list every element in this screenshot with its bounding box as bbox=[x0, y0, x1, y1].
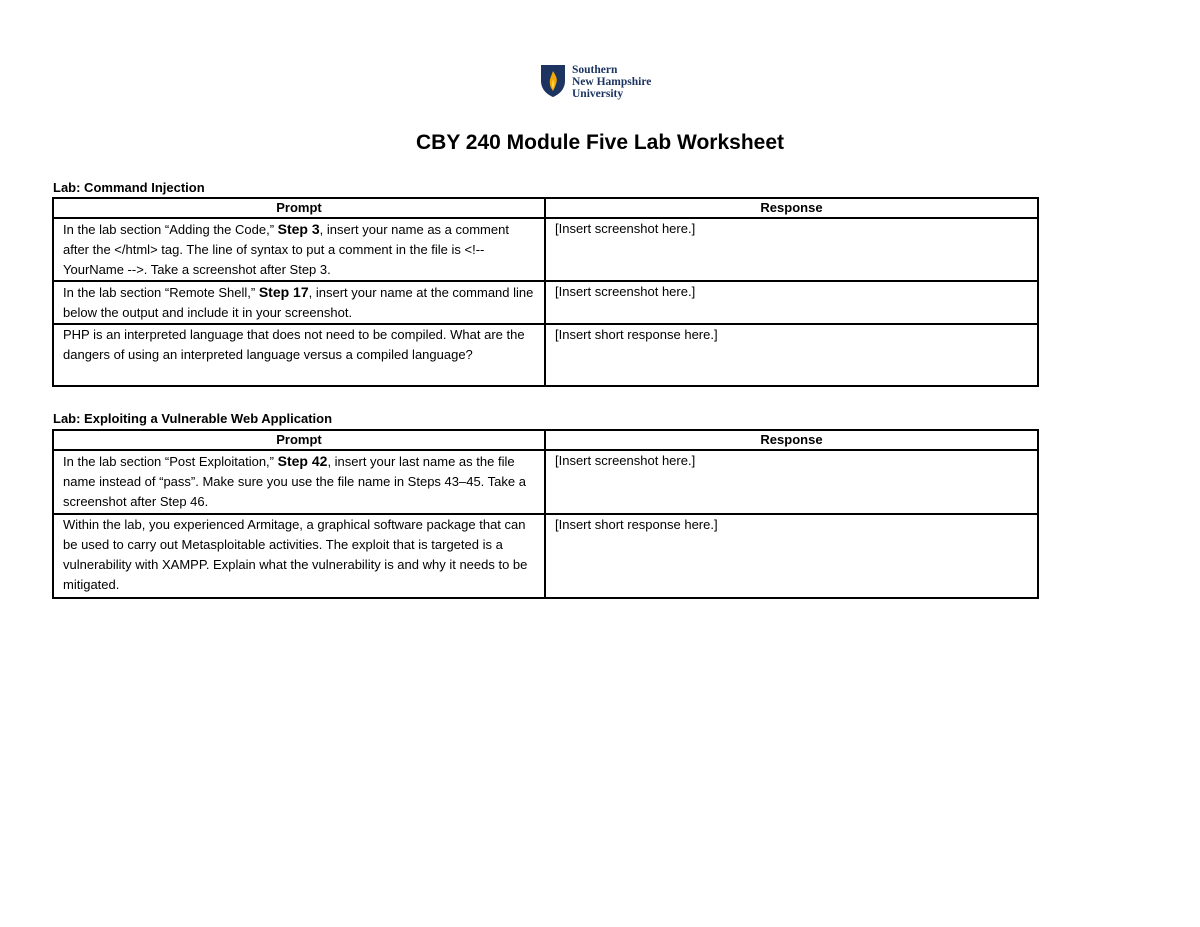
logo-line-3: University bbox=[572, 88, 624, 100]
table-row bbox=[53, 324, 1038, 386]
prompt-text-continued: , insert your name at the command line below the output and include it in your screenshot. bbox=[63, 285, 534, 320]
response-cell[interactable]: [Insert screenshot here.] bbox=[545, 281, 1038, 324]
university-logo bbox=[540, 64, 651, 100]
response-cell[interactable]: [Insert screenshot here.] bbox=[545, 450, 1038, 514]
step-label: Step 3 bbox=[277, 221, 320, 237]
section-heading-exploiting-web-app: Lab: Exploiting a Vulnerable Web Application bbox=[53, 411, 333, 426]
response-cell[interactable]: [Insert short response here.] bbox=[545, 324, 1038, 386]
logo-line-1: Southern bbox=[572, 64, 618, 76]
prompt-text: In the lab section “Remote Shell,” bbox=[63, 285, 259, 300]
step-label: Step 17 bbox=[258, 284, 309, 300]
response-column-header: Response bbox=[545, 198, 1038, 218]
table-row bbox=[53, 281, 1038, 324]
prompt-cell bbox=[53, 218, 545, 281]
prompt-text: In the lab section “Post Exploitation,” bbox=[63, 454, 278, 469]
logo-wordmark bbox=[572, 64, 651, 100]
response-column-header: Response bbox=[545, 430, 1038, 450]
page-title: CBY 240 Module Five Lab Worksheet bbox=[416, 131, 784, 154]
response-cell[interactable]: [Insert short response here.] bbox=[545, 514, 1038, 598]
table-header-row bbox=[53, 198, 1038, 218]
prompt-column-header: Prompt bbox=[53, 198, 545, 218]
prompt-cell bbox=[53, 281, 545, 324]
prompt-cell: PHP is an interpreted language that does not need to be compiled. What are the dangers of using an interpreted language versus a compiled language? bbox=[53, 324, 545, 386]
prompt-text: In the lab section “Adding the Code,” bbox=[63, 222, 278, 237]
prompt-cell bbox=[53, 450, 545, 514]
table-header-row bbox=[53, 430, 1038, 450]
response-cell[interactable]: [Insert screenshot here.] bbox=[545, 218, 1038, 281]
table-row bbox=[53, 450, 1038, 514]
table-row bbox=[53, 514, 1038, 598]
prompt-column-header: Prompt bbox=[53, 430, 545, 450]
exploiting-web-app-table bbox=[52, 429, 1039, 599]
table-row bbox=[53, 218, 1038, 281]
logo-line-2: New Hampshire bbox=[572, 76, 652, 88]
flame-shield-icon bbox=[540, 64, 566, 98]
prompt-cell: Within the lab, you experienced Armitage, a graphical software package that can be used to carry out Metasploitable activities. The exploit that is targeted is a vulnerability with XAMPP. Explain what the vulnerability is and why it needs to be mitigated. bbox=[53, 514, 545, 598]
section-heading-command-injection: Lab: Command Injection bbox=[53, 180, 205, 195]
step-label: Step 42 bbox=[277, 453, 328, 469]
prompt-text-continued: , insert your last name as the file name instead of “pass”. Make sure you use the file name in Steps 43–45. Take a screenshot after Step 46. bbox=[63, 454, 526, 509]
command-injection-table bbox=[52, 197, 1039, 387]
prompt-text-continued: , insert your name as a comment after the </html> tag. The line of syntax to put a comment in the file is <!-- YourName -->. Take a screenshot after Step 3. bbox=[63, 222, 509, 277]
